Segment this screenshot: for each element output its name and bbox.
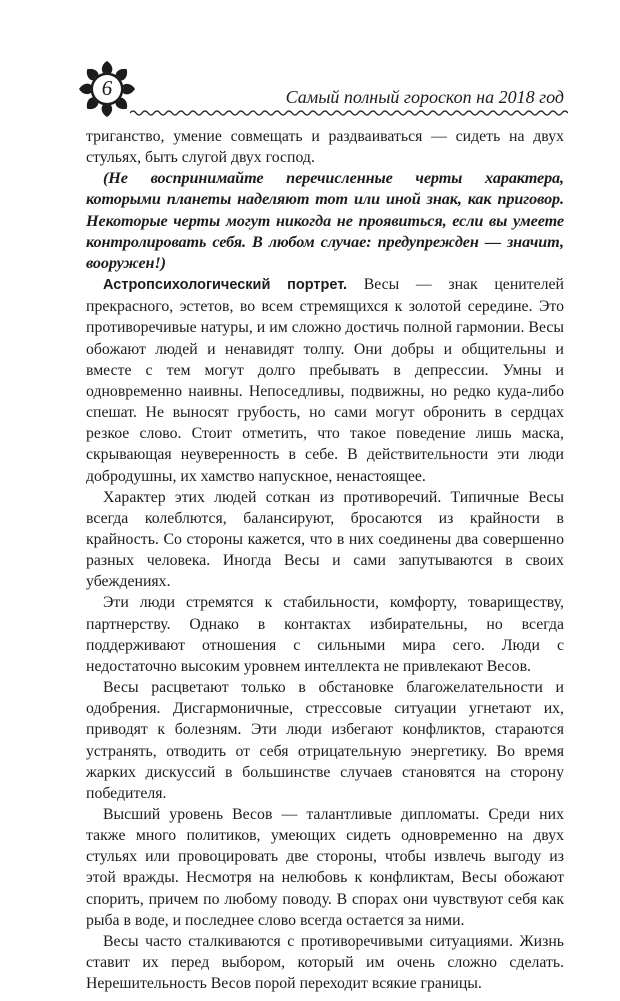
running-title: Самый полный гороскоп на 2018 год (285, 87, 564, 107)
paragraph-astro-portrait (86, 274, 564, 487)
paragraph-stability: Эти люди стремятся к стабильности, комфорту, товариществу, партнерству. Однако в контактах избирательны, но всегда поддерживают отношения с сильными мира сего. Люди с недостаточно высоким уровнем интеллекта не привлекают Весов. (86, 594, 564, 675)
paragraph-astro-portrait-text: Весы — знак ценителей прекрасного, эстетов, во всем стремящихся к золотой середине. Это противоречивые натуры, и им сложно достичь полной гармонии. Весы обожают людей и ненавидят толпу. Они добры и общительны и вместе с тем могут долго пребывать в депрессии. Умны и одновременно наивны. Непоседливы, подвижны, но редко куда-либо спешат. Не выносят грубость, но сами могут обронить в сердцах резкое слово. Стоит отметить, что такое поведение лишь маска, скрывающая неуверенность в себе. В действительности эти люди добродушны, их хамство напускное, ненастоящее. (86, 276, 564, 485)
header-wave-rule (130, 109, 568, 117)
paragraph-harmony: Весы расцветают только в обстановке благожелательности и одобрения. Дисгармоничные, стрессовые ситуации угнетают их, приводят к болезням. Эти люди избегают конфликтов, стараются устранять, отводить от себя отрицательную энергетику. Во время жарких дискуссий в большинстве случаев становятся на сторону победителя. (86, 679, 564, 802)
paragraph-diplomats: Высший уровень Весов — талантливые дипломаты. Среди них также много политиков, умеющих сидеть одновременно на двух стульях или провоцировать две стороны, чтобы извлечь выгоду из этой вражды. Несмотря на нелюбовь к конфликтам, Весы обожают спорить, причем по любому поводу. В спорах они чувствуют себя как рыба в воде, и последнее слово всегда остается за ними. (86, 806, 564, 929)
section-lead-heading: Астропсихологический портрет. (103, 277, 348, 294)
page-header (78, 60, 568, 120)
paragraph-choices: Весы часто сталкиваются с противоречивыми ситуациями. Жизнь ставит их перед выбором, который им очень сложно сделать. Нерешительность Весов порой переходит всякие границы. (86, 932, 564, 993)
paragraph-character: Характер этих людей соткан из противоречий. Типичные Весы всегда колеблются, балансируют, бросаются из крайности в крайность. Со стороны кажется, что в них соединены два совершенно разных человека. Иногда Весы и сами запутываются в своих убеждениях. (86, 488, 564, 591)
paragraph-warning-note: (Не воспринимайте перечисленные черты характера, которыми планеты наделяют тот или иной знак, как приговор. Некоторые черты могут никогда не проявиться, если вы умеете контролировать себя. В любом случае: предупрежден — значит, вооружен!) (86, 169, 564, 272)
page-number: 6 (101, 76, 113, 100)
paragraph-continuation: триганство, умение совмещать и раздваиваться — сидеть на двух стульях, быть слугой двух господ. (86, 128, 564, 167)
page-body (86, 126, 564, 994)
